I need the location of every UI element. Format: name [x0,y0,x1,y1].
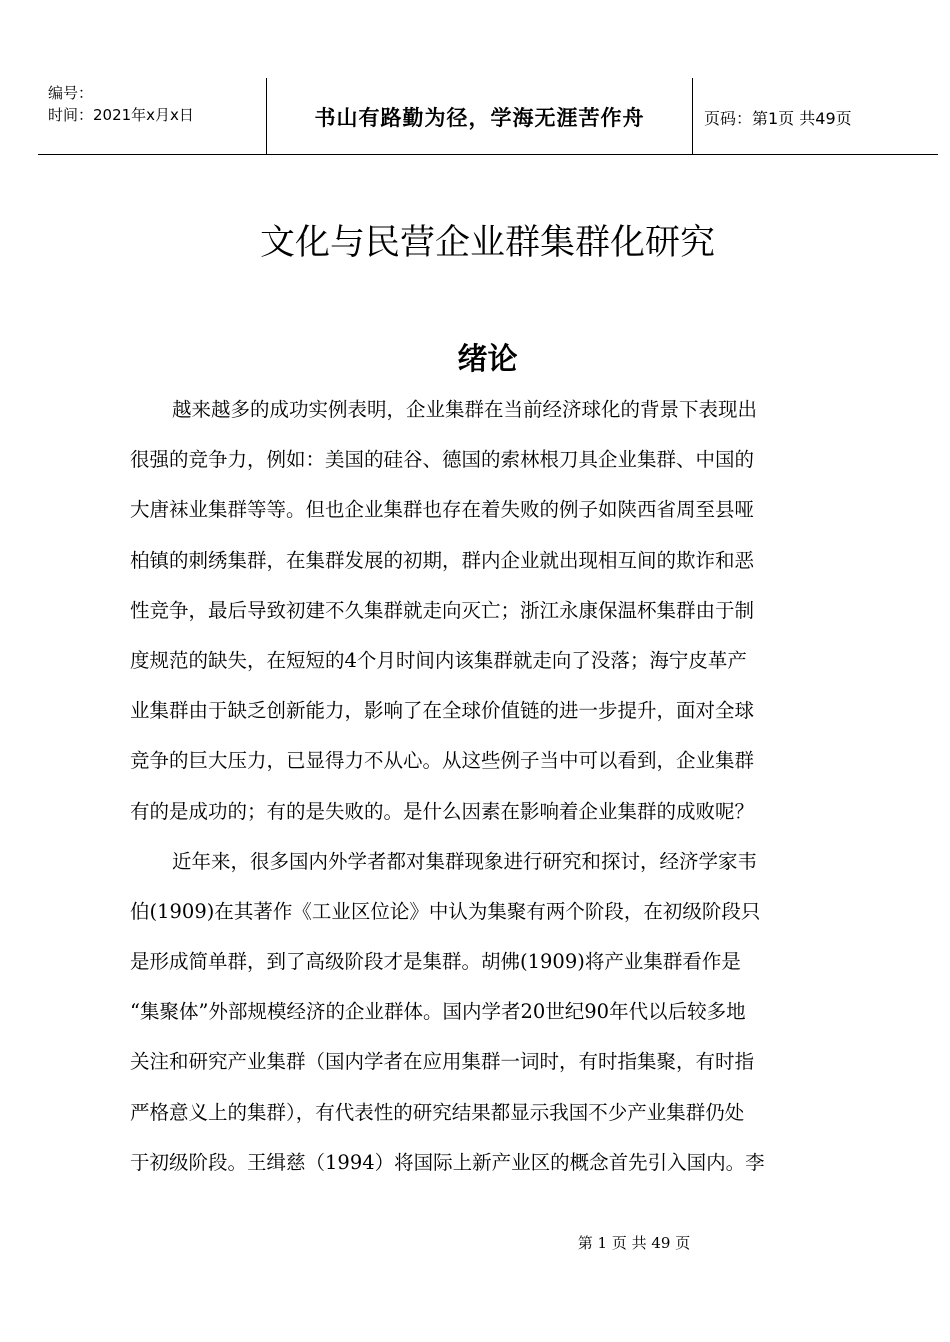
paragraph-line: 竞争的巨大压力，已显得力不从心。从这些例子当中可以看到，企业集群 [130,749,755,773]
number-label: 编号： [48,84,94,102]
header-meta [48,82,194,126]
paragraph-line: 是形成简单群，到了高级阶段才是集群。胡佛(1909)将产业集群看作是 [130,950,741,974]
paragraph-line: 近年来，很多国内外学者都对集群现象进行研究和探讨，经济学家韦 [172,849,758,873]
paragraph-line: “集聚体”外部规模经济的企业群体。国内学者20世纪90年代以后较多地 [130,1000,746,1024]
paragraph-line: 于初级阶段。王缉慈（1994）将国际上新产业区的概念首先引入国内。李 [130,1150,765,1174]
paragraph-line: 度规范的缺失，在短短的4个月时间内该集群就走向了没落；海宁皮革产 [130,648,747,672]
paragraph-line: 很强的竞争力，例如：美国的硅谷、德国的索林根刀具企业集群、中国的 [130,448,755,472]
header-motto: 书山有路勤为径，学海无涯苦作舟 [314,106,645,130]
section-heading: 绪论 [457,342,518,377]
paragraph-line: 大唐袜业集群等等。但也企业集群也存在着失败的例子如陕西省周至县哑 [130,498,755,522]
date-label: 时间：2021年x月x日 [48,106,194,124]
page-header [38,78,938,155]
paragraph-line: 有的是成功的；有的是失败的。是什么因素在影响着企业集群的成败呢？ [130,799,755,823]
paragraph-line: 柏镇的刺绣集群，在集群发展的初期，群内企业就出现相互间的欺诈和恶 [130,548,755,572]
page-footer: 第 1 页 共 49 页 [577,1234,691,1252]
paragraph-line: 越来越多的成功实例表明，企业集群在当前经济球化的背景下表现出 [172,398,758,421]
paragraph-line: 关注和研究产业集群（国内学者在应用集群一词时，有时指集聚，有时指 [130,1050,755,1074]
paragraph-line: 业集群由于缺乏创新能力，影响了在全球价值链的进一步提升，面对全球 [130,699,755,723]
header-divider [692,78,693,154]
paragraph-line: 伯(1909)在其著作《工业区位论》中认为集聚有两个阶段，在初级阶段只 [130,899,761,923]
paragraph-line: 严格意义上的集群），有代表性的研究结果都显示我国不少产业集群仍处 [130,1100,745,1124]
paragraph-line: 性竞争，最后导致初建不久集群就走向灭亡；浙江永康保温杯集群由于制 [130,598,755,622]
body-text [130,385,850,1188]
header-page-info: 页码：第1页 共49页 [704,109,852,128]
document-title: 文化与民营企业群集群化研究 [259,223,715,263]
